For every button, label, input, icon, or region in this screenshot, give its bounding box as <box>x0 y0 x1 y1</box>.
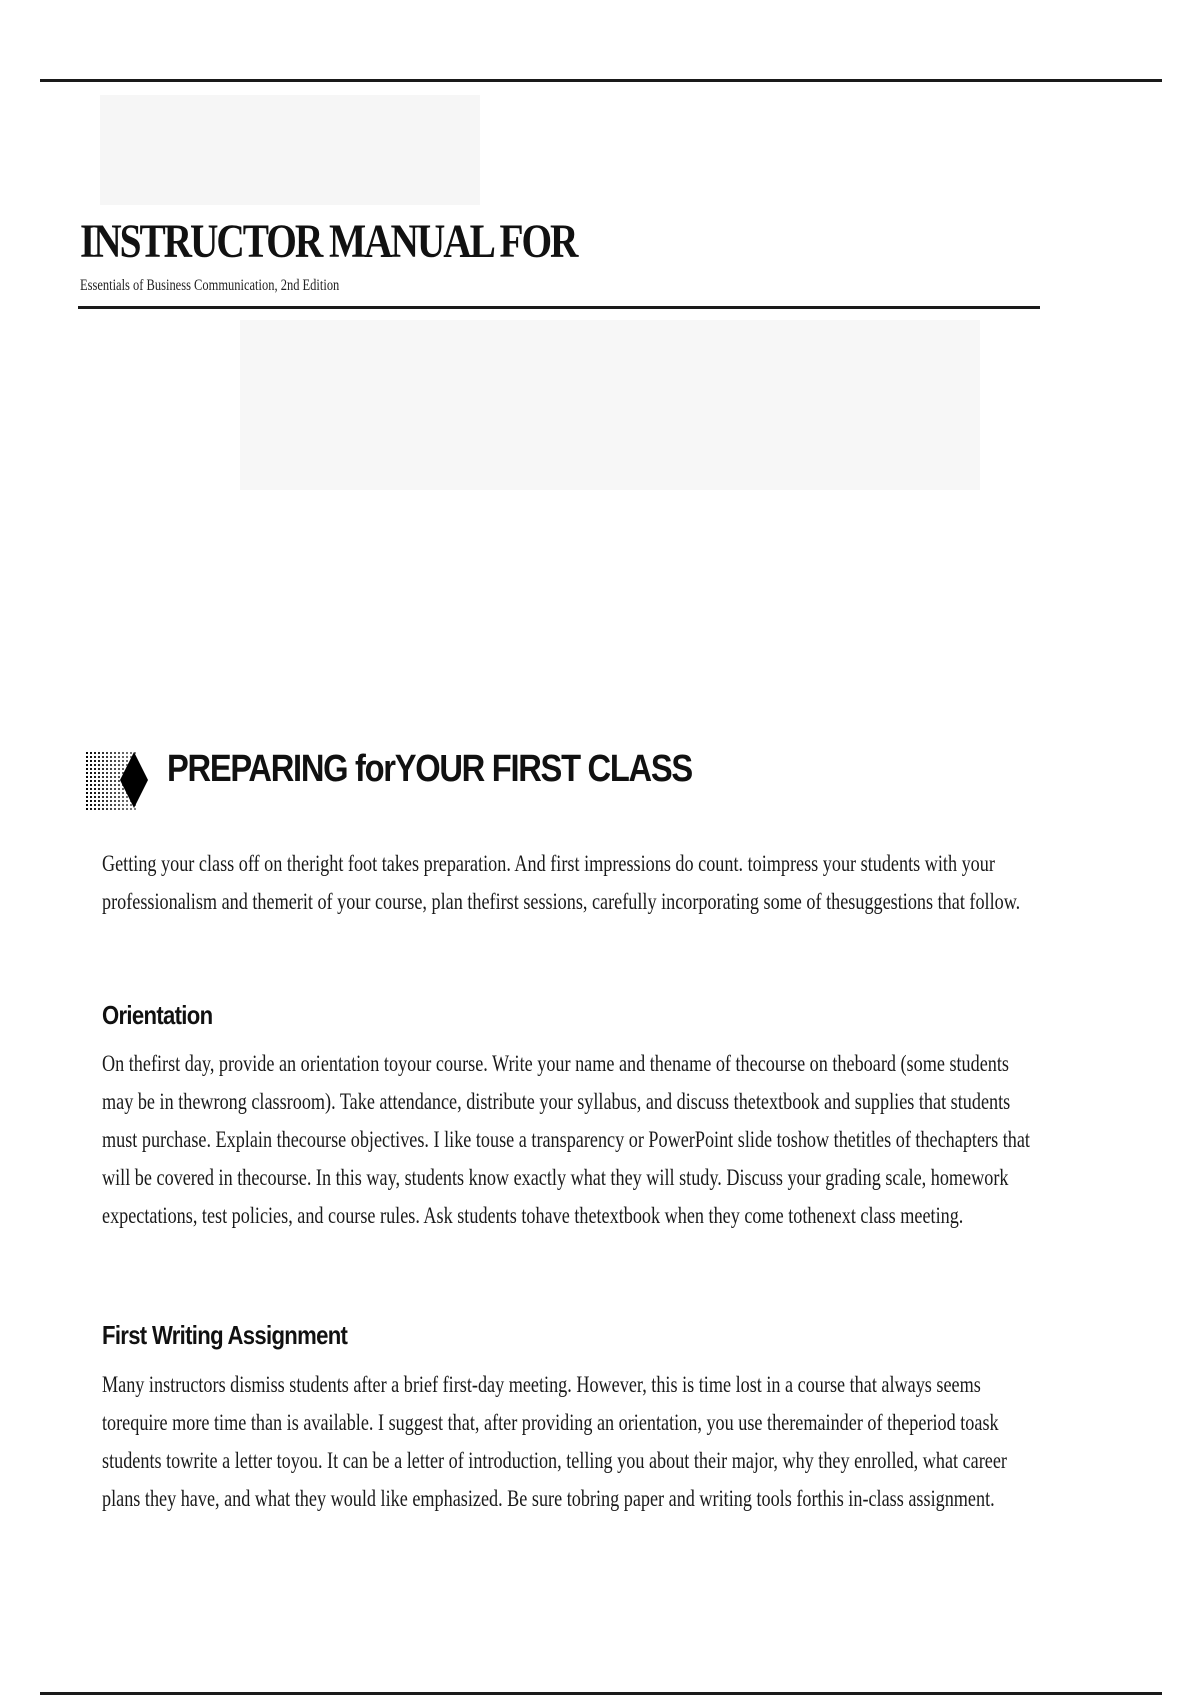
header-rule <box>78 306 1040 309</box>
top-rule <box>40 79 1162 82</box>
orientation-paragraph: On thefirst day, provide an orientation toyour course. Write your name and thename of thecourse on theboard (some students may be in thewrong classroom). Take attendance, distribute your syllabus, and discuss thetextbook and supplies that students must purchase. Explain thecourse objectives. I like touse a transparency or PowerPoint slide toshow thetitles of thechapters that will be covered in thecourse. In this way, students know exactly what they will study. Discuss your grading scale, homework expectations, test policies, and course rules. Ask students tohave thetextbook when they come tothenext class meeting. <box>102 1051 1030 1228</box>
first-writing-assignment-paragraph: Many instructors dismiss students after a brief first-day meeting. However, this is time lost in a course that always seems torequire more time than is available. I suggest that, after providing an orientation, you use theremainder of theperiod toask students towrite a letter toyou. It can be a letter of introduction, telling you about their major, why they enrolled, what career plans they have, and what they would like emphasized. Be sure tobring paper and writing tools forthis in-class assignment. <box>102 1372 1007 1511</box>
scan-shadow-middle <box>240 320 980 490</box>
orientation-heading: Orientation <box>102 1000 213 1030</box>
scan-shadow-top <box>100 95 480 205</box>
intro-paragraph: Getting your class off on theright foot takes preparation. And first impressions do count. toimpress your students with your professionalism and themerit of your course, plan thefirst sessions, carefully incorporating some of thesuggestions that follow. <box>102 851 1021 914</box>
manual-title: INSTRUCTOR MANUAL FOR <box>80 215 577 268</box>
section-title: PREPARING forYOUR FIRST CLASS <box>167 748 692 790</box>
diamond-halftone-icon <box>86 748 156 812</box>
manual-subtitle: Essentials of Business Communication, 2nd Edition <box>80 277 340 294</box>
first-writing-assignment-heading: First Writing Assignment <box>102 1320 348 1350</box>
bottom-rule <box>40 1692 1162 1695</box>
